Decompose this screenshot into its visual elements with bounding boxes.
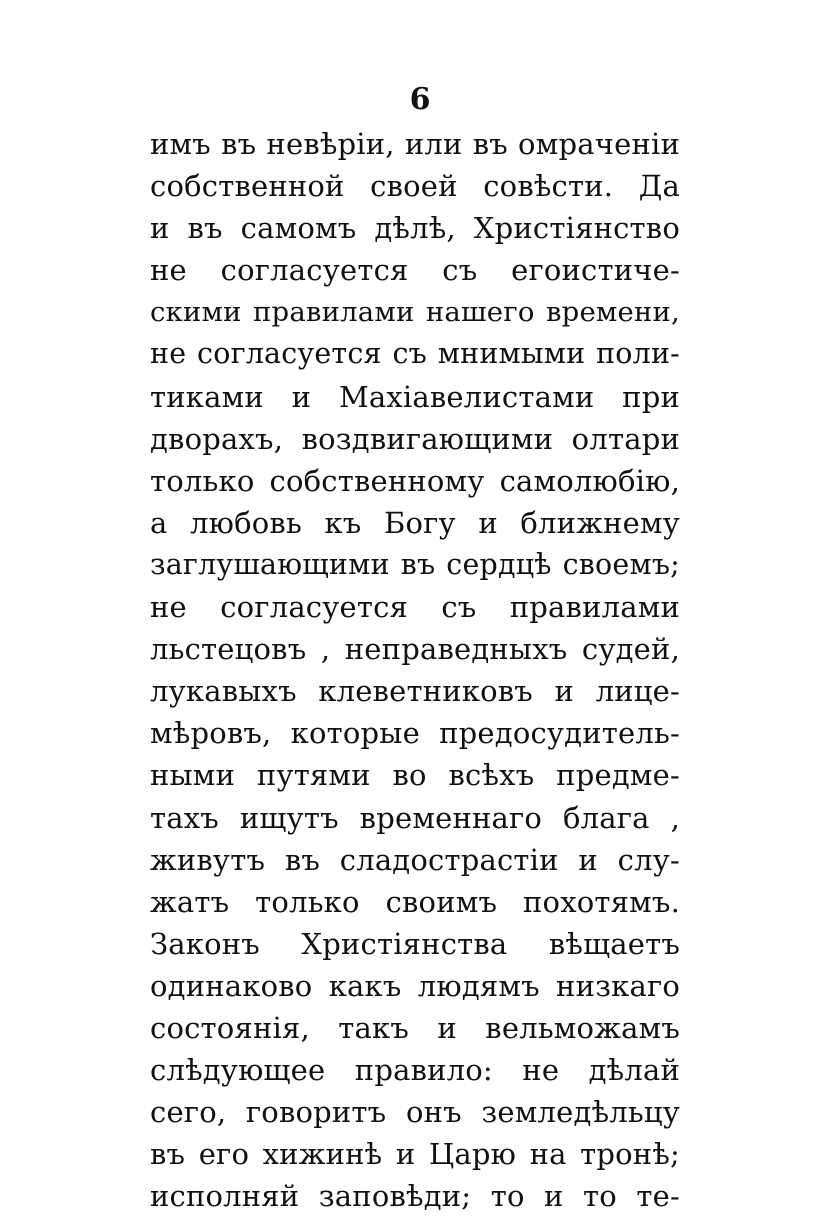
text-line: слѣдующее правило: не дѣлай	[150, 1053, 680, 1088]
text-line: мѣровъ, которые предосудитель-	[150, 716, 680, 751]
text-line: ными путями во всѣхъ предме-	[150, 758, 680, 793]
text-line: исполняй заповѣди; то и то те-	[150, 1179, 680, 1214]
text-line: не согласуется съ правилами	[150, 590, 680, 625]
text-line: одинаково какъ людямъ низкаго	[150, 968, 680, 1003]
text-line: живутъ въ сладострастіи и слу-	[150, 842, 680, 877]
page-number: 6	[409, 82, 431, 117]
text-line: лукавыхъ клеветниковъ и лице-	[150, 674, 680, 709]
text-line: и въ самомъ дѣлѣ, Христіянство	[150, 211, 680, 246]
text-line: собственной своей совѣсти. Да	[150, 169, 680, 204]
text-line: имъ въ невѣріи, или въ омраченіи	[150, 127, 680, 161]
text-line: скими правилами нашего времени,	[150, 296, 680, 329]
text-line: жатъ только своимъ похотямъ.	[150, 884, 680, 919]
text-line: состоянія, такъ и вельможамъ	[150, 1010, 680, 1045]
text-line: не согласуется съ мнимыми поли-	[150, 337, 680, 371]
text-line: не согласуется съ егоистиче-	[150, 253, 680, 288]
text-line: въ его хижинѣ и Царю на тронѣ;	[150, 1137, 680, 1172]
text-line: Законъ Христіянства вѣщаетъ	[150, 926, 680, 961]
text-line: а любовь къ Богу и ближнему	[150, 505, 680, 540]
text-line: тиками и Махіавелистами при	[150, 379, 680, 414]
text-line: только собственному самолюбію,	[150, 463, 680, 498]
body-text	[150, 123, 680, 1217]
text-line: льстецовъ , неправедныхъ судей,	[150, 632, 680, 667]
text-line: тахъ ищутъ временнаго блага ,	[150, 800, 680, 835]
text-line: заглушающими въ сердцѣ своемъ;	[150, 547, 680, 581]
text-line: сего, говоритъ онъ земледѣльцу	[150, 1095, 680, 1130]
text-line: дворахъ, воздвигающими олтари	[150, 421, 680, 456]
